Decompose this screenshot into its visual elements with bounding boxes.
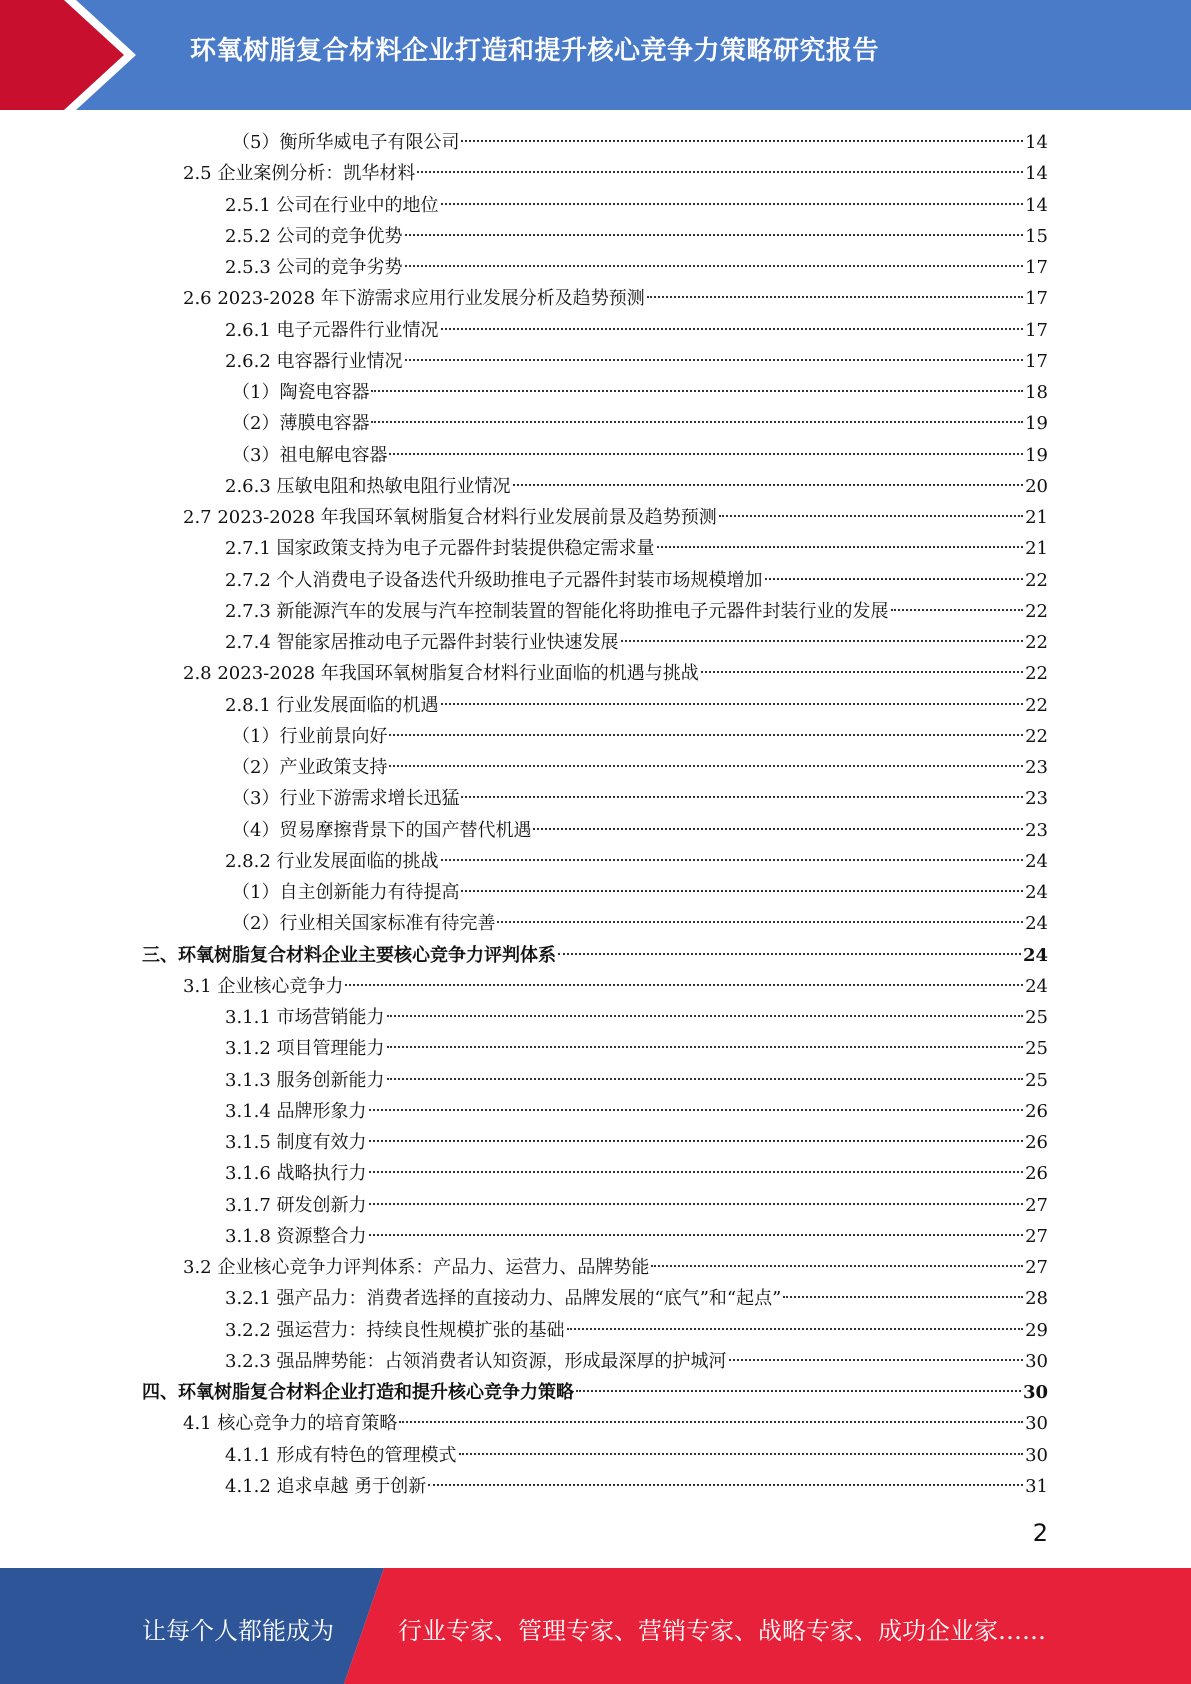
toc-entry-page: 24 (1025, 850, 1048, 872)
toc-dot-leader (729, 1359, 1024, 1361)
toc-entry-title: 2.5.1 公司在行业中的地位 (225, 194, 439, 216)
toc-entry[interactable] (232, 408, 1048, 439)
toc-dot-leader (389, 765, 1023, 767)
toc-entry-page: 17 (1025, 319, 1048, 341)
toc-entry-title: 3.2 企业核心竞争力评判体系：产品力、运营力、品牌势能 (183, 1257, 650, 1278)
toc-dot-leader (461, 140, 1023, 142)
toc-dot-leader (371, 390, 1023, 392)
toc-entry[interactable] (225, 1065, 1048, 1096)
toc-dot-leader (441, 203, 1024, 205)
toc-dot-leader (783, 1296, 1023, 1298)
toc-dot-leader (461, 796, 1023, 798)
toc-entry[interactable] (225, 221, 1048, 252)
toc-entry-page: 22 (1025, 694, 1048, 716)
toc-entry-page: 25 (1025, 1069, 1048, 1091)
toc-dot-leader (369, 1234, 1024, 1236)
toc-entry-page: 26 (1025, 1100, 1048, 1122)
toc-entry-page: 28 (1025, 1288, 1048, 1310)
toc-entry[interactable] (225, 190, 1048, 221)
toc-entry-title: （3）祖电解电容器 (232, 444, 388, 466)
toc-dot-leader (567, 1328, 1024, 1330)
toc-dot-leader (441, 859, 1024, 861)
toc-entry[interactable] (183, 658, 1048, 689)
toc-dot-leader (657, 546, 1024, 548)
toc-entry-title: 4.1.1 形成有特色的管理模式 (225, 1444, 457, 1466)
toc-dot-leader (441, 328, 1024, 330)
toc-dot-leader (369, 1140, 1024, 1142)
toc-entry-page: 26 (1025, 1132, 1048, 1153)
toc-entry[interactable] (225, 596, 1048, 627)
toc-entry-page: 25 (1025, 1038, 1048, 1060)
toc-entry[interactable] (183, 158, 1048, 189)
toc-entry[interactable] (225, 565, 1048, 596)
toc-entry-title: 3.1.3 服务创新能力 (225, 1069, 385, 1091)
toc-entry[interactable] (232, 908, 1048, 939)
toc-entry-page: 24 (1025, 913, 1048, 935)
toc-entry-title: 2.5.2 公司的竞争优势 (225, 225, 403, 247)
toc-dot-leader (387, 1046, 1024, 1048)
toc-dot-leader (719, 515, 1023, 517)
toc-entry[interactable] (232, 877, 1048, 908)
toc-entry-title: 3.1.7 研发创新力 (225, 1194, 367, 1216)
toc-entry-page: 21 (1025, 538, 1048, 560)
toc-entry-title: 三、环氧树脂复合材料企业主要核心竞争力评判体系 (142, 944, 556, 966)
toc-dot-leader (369, 1109, 1024, 1111)
toc-entry-title: 2.6 2023-2028 年下游需求应用行业发展分析及趋势预测 (183, 288, 645, 310)
toc-dot-leader (369, 1171, 1024, 1173)
toc-entry[interactable] (225, 846, 1048, 877)
toc-entry-title: 2.6.1 电子元器件行业情况 (225, 319, 439, 341)
toc-dot-leader (387, 1015, 1024, 1017)
toc-entry-page: 22 (1025, 569, 1048, 591)
toc-entry-page: 19 (1025, 444, 1048, 466)
toc-entry[interactable] (225, 1158, 1048, 1189)
toc-entry-title: 2.7.4 智能家居推动电子元器件封装行业快速发展 (225, 632, 619, 653)
toc-entry[interactable] (232, 752, 1048, 783)
toc-entry-title: 3.1.5 制度有效力 (225, 1132, 367, 1153)
footer-slogan-right: 行业专家、管理专家、营销专家、战略专家、成功企业家…… (398, 1617, 1046, 1645)
toc-entry-page: 23 (1025, 819, 1048, 841)
toc-entry-title: 3.2.3 强品牌势能：占领消费者认知资源，形成最深厚的护城河 (225, 1350, 727, 1372)
toc-entry[interactable] (183, 1252, 1048, 1283)
toc-dot-leader (405, 234, 1024, 236)
toc-entry-page: 14 (1025, 132, 1048, 153)
toc-entry-title: 4.1.2 追求卓越 勇于创新 (225, 1475, 427, 1497)
toc-entry[interactable] (183, 1408, 1048, 1439)
page-header (0, 0, 1191, 110)
toc-entry-title: （3）行业下游需求增长迅猛 (232, 788, 460, 810)
toc-entry-page: 23 (1025, 788, 1048, 810)
toc-dot-leader (387, 1078, 1024, 1080)
toc-entry-title: 四、环氧树脂复合材料企业打造和提升核心竞争力策略 (142, 1382, 574, 1403)
toc-entry[interactable] (225, 1283, 1048, 1314)
toc-entry-title: （2）产业政策支持 (232, 757, 388, 778)
toc-entry-page: 27 (1025, 1257, 1048, 1278)
toc-dot-leader (647, 296, 1023, 298)
toc-dot-leader (621, 640, 1024, 642)
toc-entry-title: （4）贸易摩擦背景下的国产替代机遇 (232, 819, 532, 841)
toc-entry-page: 24 (1025, 975, 1048, 997)
toc-dot-leader (461, 890, 1023, 892)
toc-dot-leader (497, 921, 1023, 923)
page-footer (0, 1568, 1191, 1684)
toc-entry[interactable] (225, 346, 1048, 377)
toc-entry[interactable] (225, 1315, 1048, 1346)
toc-entry-page: 14 (1025, 163, 1048, 185)
toc-entry-page: 27 (1025, 1225, 1048, 1247)
toc-dot-leader (371, 421, 1023, 423)
toc-dot-leader (345, 984, 1023, 986)
toc-dot-leader (651, 1265, 1023, 1267)
toc-dot-leader (405, 359, 1024, 361)
header-arrow-shape (0, 0, 160, 110)
toc-entry[interactable] (232, 440, 1048, 471)
toc-entry-title: （1）行业前景向好 (232, 725, 388, 747)
toc-entry-title: （5）衡所华威电子有限公司 (232, 132, 460, 153)
toc-entry-page: 26 (1025, 1163, 1048, 1185)
toc-entry-title: 3.1.1 市场营销能力 (225, 1007, 385, 1028)
toc-entry-page: 22 (1025, 632, 1048, 653)
toc-entry[interactable] (232, 783, 1048, 814)
toc-entry[interactable] (225, 1346, 1048, 1377)
toc-entry[interactable] (183, 502, 1048, 533)
toc-entry-title: 3.1.8 资源整合力 (225, 1225, 367, 1247)
toc-entry[interactable] (225, 1190, 1048, 1221)
toc-entry-title: （2）行业相关国家标准有待完善 (232, 913, 496, 935)
toc-dot-leader (459, 1453, 1024, 1455)
toc-entry-title: 2.8 2023-2028 年我国环氧树脂复合材料行业面临的机遇与挑战 (183, 663, 699, 685)
toc-dot-leader (533, 828, 1023, 830)
toc-dot-leader (369, 1203, 1024, 1205)
toc-entry-title: 3.1.4 品牌形象力 (225, 1100, 367, 1122)
toc-entry-page: 30 (1025, 1350, 1048, 1372)
toc-dot-leader (405, 265, 1024, 267)
toc-entry-page: 18 (1025, 382, 1048, 403)
toc-entry[interactable] (225, 1096, 1048, 1127)
toc-dot-leader (513, 484, 1024, 486)
toc-dot-leader (576, 1390, 1021, 1392)
toc-entry-title: 2.7.1 国家政策支持为电子元器件封装提供稳定需求量 (225, 538, 655, 560)
toc-entry-page: 24 (1022, 944, 1048, 966)
toc-entry-title: 3.1.2 项目管理能力 (225, 1038, 385, 1060)
toc-entry[interactable] (225, 690, 1048, 721)
toc-entry-title: 2.7 2023-2028 年我国环氧树脂复合材料行业发展前景及趋势预测 (183, 507, 717, 528)
toc-entry[interactable] (225, 533, 1048, 564)
toc-entry-page: 22 (1025, 725, 1048, 747)
toc-entry[interactable] (232, 127, 1048, 158)
toc-entry-page: 27 (1025, 1194, 1048, 1216)
toc-entry-page: 20 (1025, 475, 1048, 497)
toc-entry[interactable] (142, 940, 1048, 971)
toc-entry[interactable] (142, 1377, 1048, 1408)
toc-dot-leader (389, 734, 1023, 736)
toc-entry-page: 17 (1025, 257, 1048, 278)
toc-dot-leader (441, 703, 1024, 705)
toc-entry-page: 30 (1025, 1413, 1048, 1435)
toc-entry-page: 22 (1025, 600, 1048, 622)
toc-entry[interactable] (183, 283, 1048, 314)
toc-entry-title: 2.8.2 行业发展面临的挑战 (225, 850, 439, 872)
toc-entry-page: 17 (1025, 288, 1048, 310)
toc-dot-leader (891, 609, 1024, 611)
footer-slogan-left: 让每个人都能成为 (142, 1617, 334, 1645)
toc-entry-title: 2.6.3 压敏电阻和热敏电阻行业情况 (225, 475, 511, 497)
toc-entry-page: 24 (1025, 882, 1048, 903)
toc-entry-page: 17 (1025, 350, 1048, 372)
toc-entry-page: 21 (1025, 507, 1048, 528)
toc-entry-title: 4.1 核心竞争力的培育策略 (183, 1413, 398, 1435)
toc-entry[interactable] (232, 377, 1048, 408)
toc-dot-leader (389, 453, 1023, 455)
toc-entry-title: 3.1 企业核心竞争力 (183, 975, 344, 997)
toc-entry-page: 14 (1025, 194, 1048, 216)
toc-entry-title: 2.5.3 公司的竞争劣势 (225, 257, 403, 278)
toc-entry-page: 29 (1025, 1319, 1048, 1341)
toc-entry[interactable] (225, 1471, 1048, 1502)
toc-entry-page: 25 (1025, 1007, 1048, 1028)
page-number: 2 (1032, 1519, 1048, 1547)
toc-entry-title: 2.5 企业案例分析：凯华材料 (183, 163, 416, 185)
toc-entry[interactable] (225, 471, 1048, 502)
toc-entry[interactable] (225, 1221, 1048, 1252)
toc-entry-page: 22 (1025, 663, 1048, 685)
toc-entry-title: （1）自主创新能力有待提高 (232, 882, 460, 903)
toc-dot-leader (558, 953, 1021, 955)
toc-entry[interactable] (183, 971, 1048, 1002)
toc-entry-title: （2）薄膜电容器 (232, 413, 370, 435)
toc-entry[interactable] (225, 1002, 1048, 1033)
toc-entry-title: 3.2.2 强运营力：持续良性规模扩张的基础 (225, 1319, 565, 1341)
toc-entry[interactable] (225, 627, 1048, 658)
toc-entry-title: 2.7.3 新能源汽车的发展与汽车控制装置的智能化将助推电子元器件封装行业的发展 (225, 600, 889, 622)
toc-entry[interactable] (225, 252, 1048, 283)
toc-entry-page: 30 (1022, 1382, 1048, 1403)
toc-entry[interactable] (225, 1440, 1048, 1471)
toc-dot-leader (701, 671, 1023, 673)
toc-entry-title: 2.8.1 行业发展面临的机遇 (225, 694, 439, 716)
toc-entry-page: 31 (1025, 1475, 1048, 1497)
toc-entry-title: 3.2.1 强产品力：消费者选择的直接动力、品牌发展的“底气”和“起点” (225, 1288, 782, 1310)
toc-dot-leader (765, 578, 1024, 580)
toc-dot-leader (417, 171, 1023, 173)
toc-entry[interactable] (232, 815, 1048, 846)
toc-entry-title: 2.7.2 个人消费电子设备迭代升级助推电子元器件封装市场规模增加 (225, 569, 763, 591)
toc-entry[interactable] (225, 1127, 1048, 1158)
toc-entry-page: 30 (1025, 1444, 1048, 1466)
toc-entry-page: 19 (1025, 413, 1048, 435)
toc-entry-title: 2.6.2 电容器行业情况 (225, 350, 403, 372)
toc-entry[interactable] (232, 721, 1048, 752)
toc-entry-page: 15 (1025, 225, 1048, 247)
toc-entry-page: 23 (1025, 757, 1048, 778)
toc-entry[interactable] (225, 315, 1048, 346)
toc-entry-title: （1）陶瓷电容器 (232, 382, 370, 403)
toc-dot-leader (399, 1421, 1023, 1423)
toc-entry[interactable] (225, 1033, 1048, 1064)
report-title: 环氧树脂复合材料企业打造和提升核心竞争力策略研究报告 (190, 36, 880, 66)
toc-dot-leader (428, 1484, 1023, 1486)
toc-entry-title: 3.1.6 战略执行力 (225, 1163, 367, 1185)
